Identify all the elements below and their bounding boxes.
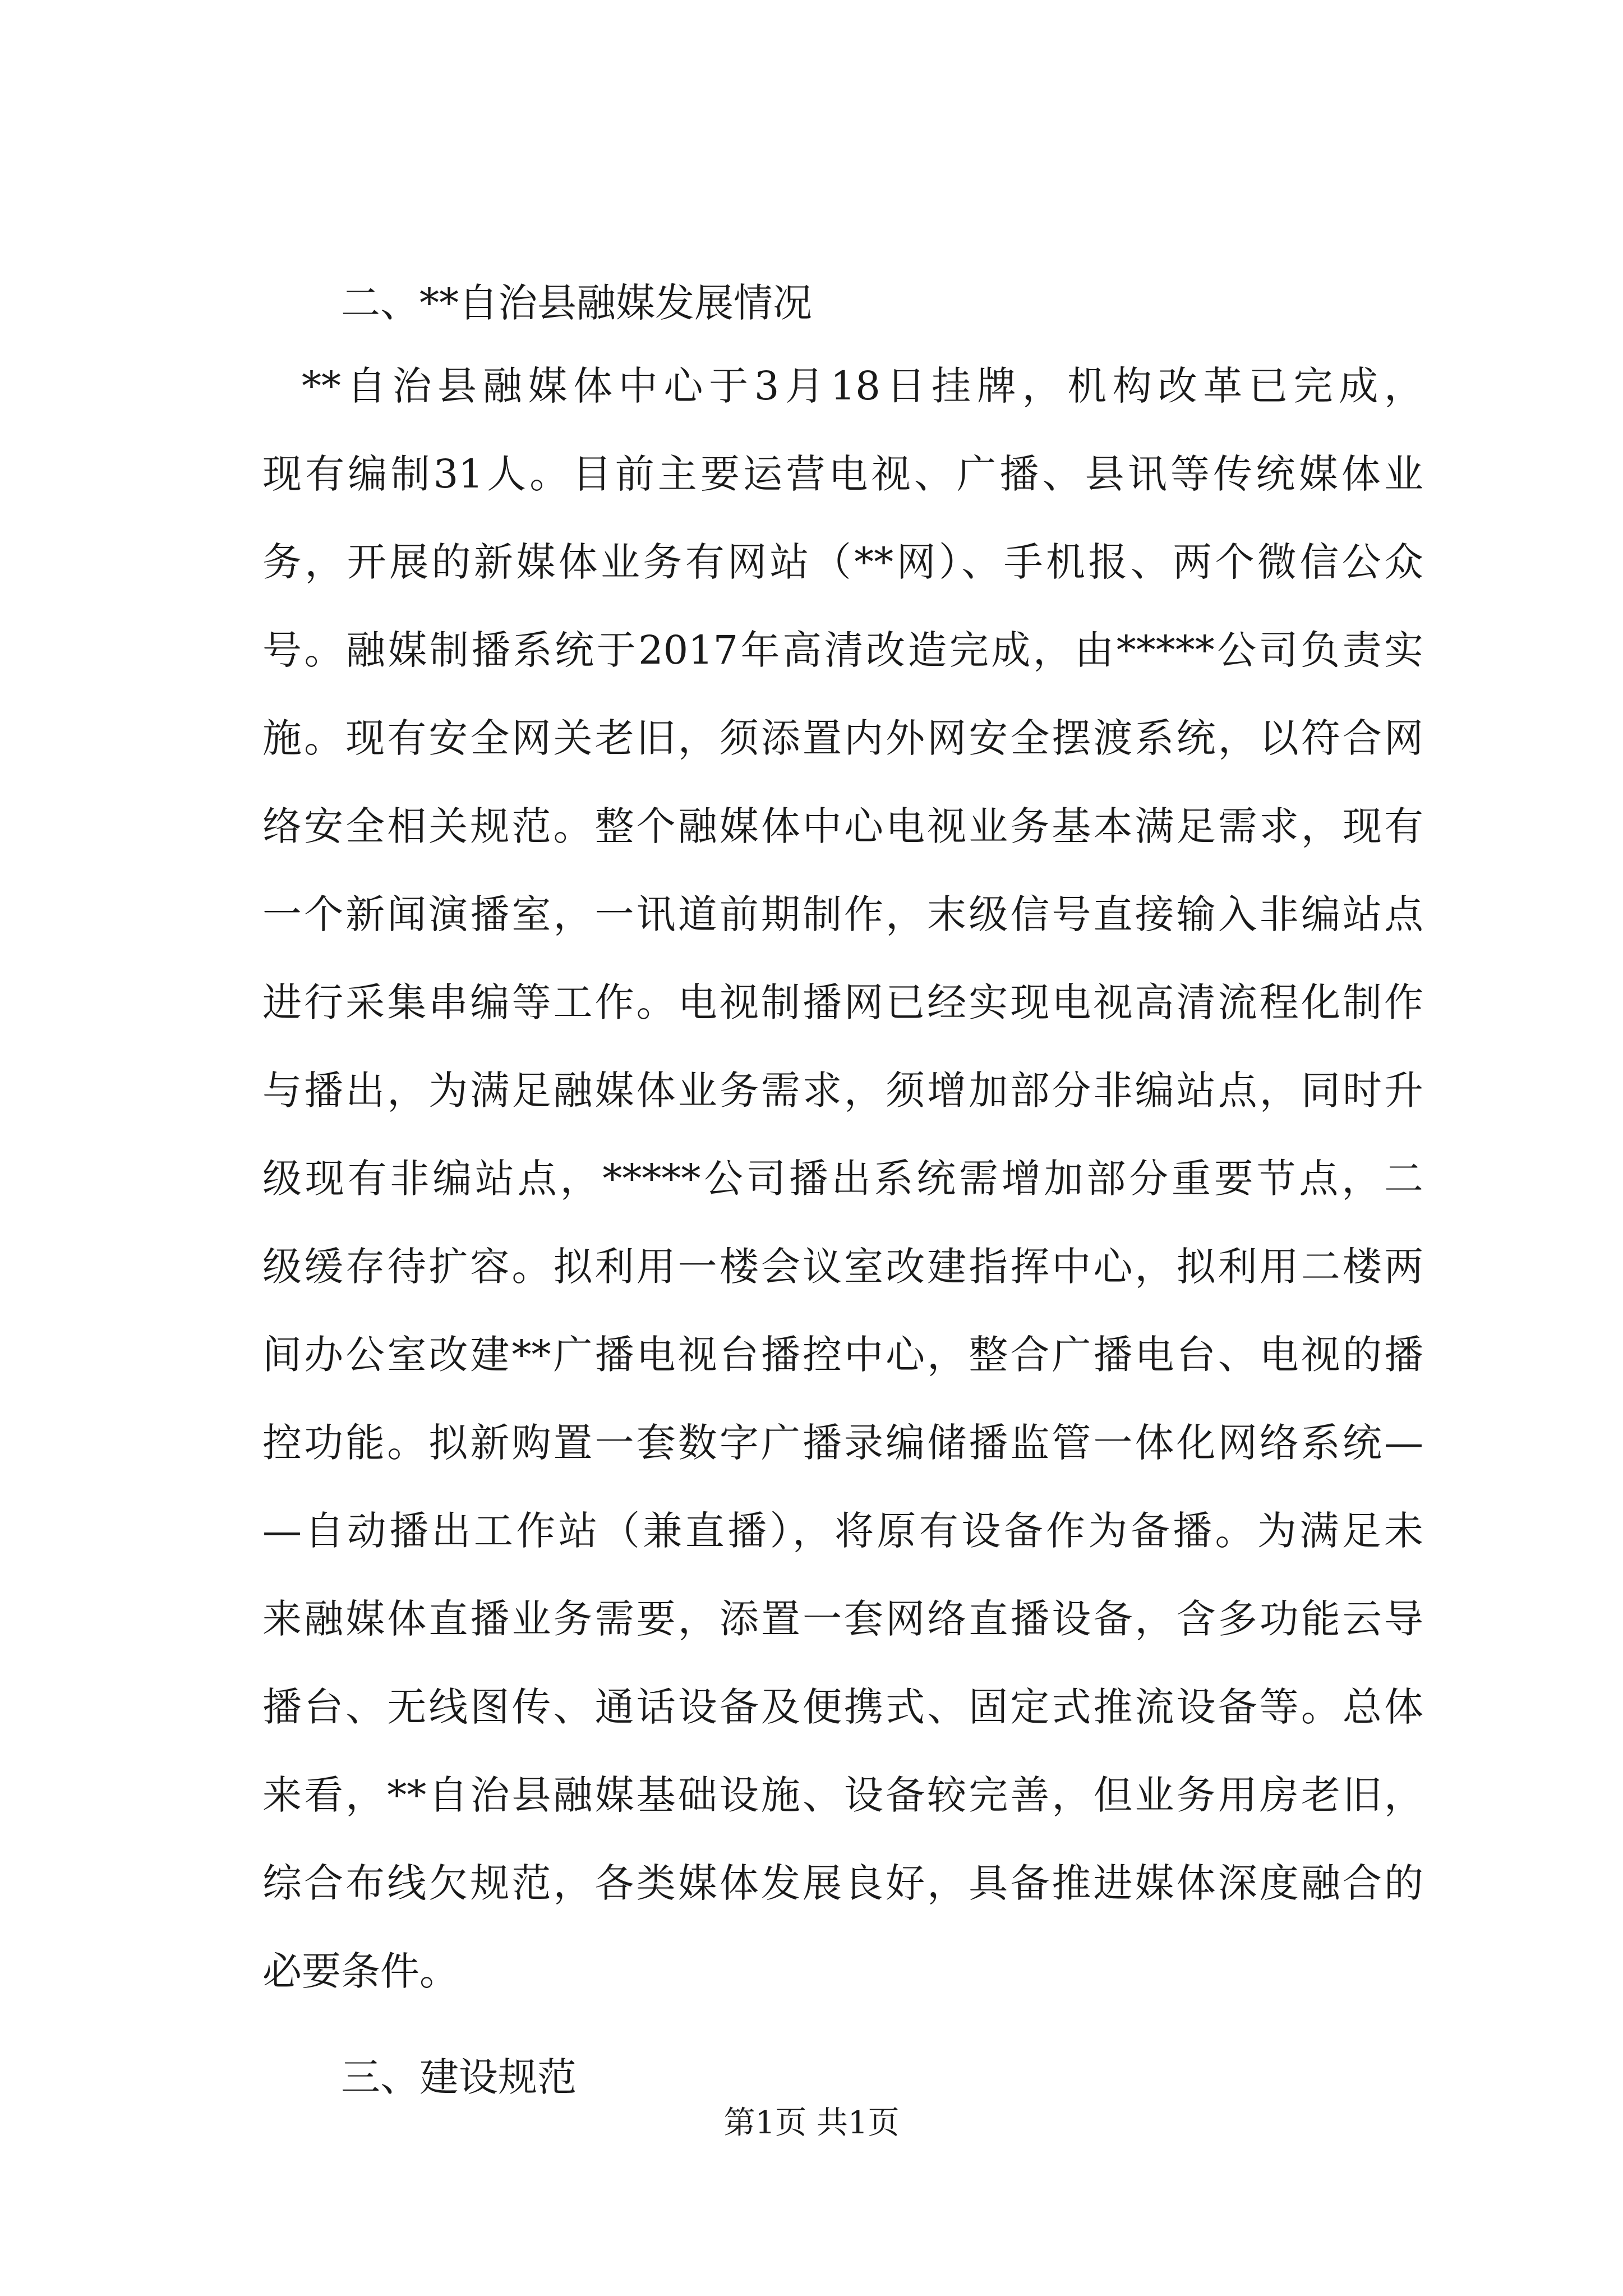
paragraph-line: 播台、无线图传、通话设备及便携式、固定式推流设备等。总体 [262, 1684, 1423, 1730]
paragraph-line: 间办公室改建**广播电视台播控中心，整合广播电台、电视的播 [262, 1332, 1423, 1378]
paragraph-line: 必要条件。 [262, 1948, 459, 1994]
paragraph-line: 控功能。拟新购置一套数字广播录编储播监管一体化网络系统— [262, 1420, 1423, 1466]
paragraph-line: 进行采集串编等工作。电视制播网已经实现电视高清流程化制作 [262, 979, 1423, 1025]
paragraph-line: 来融媒体直播业务需要，添置一套网络直播设备，含多功能云导 [262, 1596, 1423, 1642]
paragraph-line: 级缓存待扩容。拟利用一楼会议室改建指挥中心，拟利用二楼两 [262, 1244, 1423, 1290]
paragraph-line: 务，开展的新媒体业务有网站（**网）、手机报、两个微信公众 [262, 539, 1423, 585]
paragraph-line: 现有编制31人。目前主要运营电视、广播、县讯等传统媒体业 [262, 451, 1423, 497]
paragraph-line: **自治县融媒体中心于3月18日挂牌，机构改革已完成， [302, 363, 1423, 409]
section-2-paragraph [262, 342, 1423, 2016]
paragraph-line: 络安全相关规范。整个融媒体中心电视业务基本满足需求，现有 [262, 803, 1423, 849]
paragraph-line: 一个新闻演播室，一讯道前期制作，末级信号直接输入非编站点 [262, 891, 1423, 937]
paragraph-line: 来看，**自治县融媒基础设施、设备较完善，但业务用房老旧， [262, 1772, 1423, 1818]
document-content [262, 264, 1423, 2116]
paragraph-line: 号。融媒制播系统于2017年高清改造完成，由*****公司负责实 [262, 627, 1423, 673]
section-heading-3: 三、建设规范 [341, 2054, 577, 2100]
paragraph-line: 与播出，为满足融媒体业务需求，须增加部分非编站点，同时升 [262, 1068, 1423, 1114]
section-heading-2: 二、**自治县融媒发展情况 [341, 280, 812, 326]
page-footer: 第1页 共1页 [723, 2105, 900, 2141]
paragraph-line: 综合布线欠规范，各类媒体发展良好，具备推进媒体深度融合的 [262, 1860, 1423, 1906]
paragraph-line: 级现有非编站点，*****公司播出系统需增加部分重要节点，二 [262, 1156, 1423, 1202]
paragraph-line: 施。现有安全网关老旧，须添置内外网安全摆渡系统，以符合网 [262, 715, 1423, 761]
paragraph-line: —自动播出工作站（兼直播），将原有设备作为备播。为满足未 [262, 1508, 1423, 1554]
